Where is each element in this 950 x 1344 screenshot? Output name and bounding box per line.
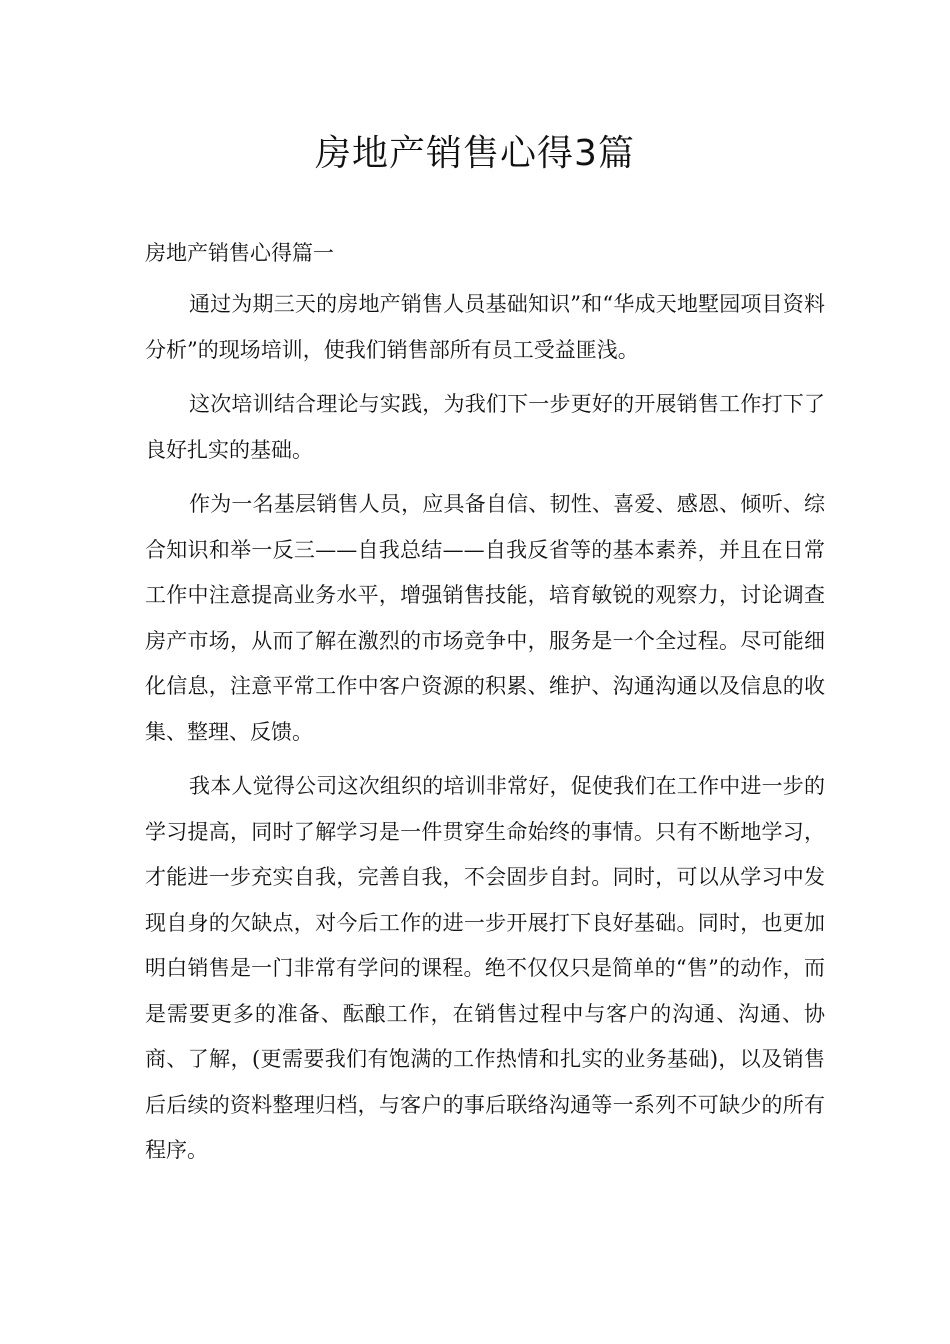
paragraph-1: 通过为期三天的房地产销售人员基础知识”和“华成天地墅园项目资料分析”的现场培训，使我们销售部所有员工受益匪浅。 <box>145 292 825 362</box>
paragraph-4: 我本人觉得公司这次组织的培训非常好，促使我们在工作中进一步的学习提高，同时了解学习是一件贯穿生命始终的事情。只有不断地学习，才能进一步充实自我，完善自我，不会固步自封。同时，可以从学习中发现自身的欠缺点，对今后工作的进一步开展打下良好基础。同时，也更加明白销售是一门非常有学问的课程。绝不仅仅只是简单的“售”的动作，而是需要更多的准备、酝酿工作，在销售过程中与客户的沟通、沟通、协商、了解，(更需要我们有饱满的工作热情和扎实的业务基础)，以及销售后后续的资料整理归档，与客户的事后联络沟通等一系列不可缺少的所有程序。 <box>145 774 825 1162</box>
section-heading: 房地产销售心得篇一 <box>145 241 334 265</box>
document-title: 房地产销售心得3篇 <box>315 133 635 174</box>
document-body <box>145 282 825 1183</box>
paragraph-2: 这次培训结合理论与实践，为我们下一步更好的开展销售工作打下了良好扎实的基础。 <box>145 392 825 462</box>
paragraph-3: 作为一名基层销售人员，应具备自信、韧性、喜爱、感恩、倾听、综合知识和举一反三——自我总结——自我反省等的基本素养，并且在日常工作中注意提高业务水平，增强销售技能，培育敏锐的观察力，讨论调查房产市场，从而了解在激烈的市场竞争中，服务是一个全过程。尽可能细化信息，注意平常工作中客户资源的积累、维护、沟通沟通以及信息的收集、整理、反馈。 <box>145 492 825 744</box>
